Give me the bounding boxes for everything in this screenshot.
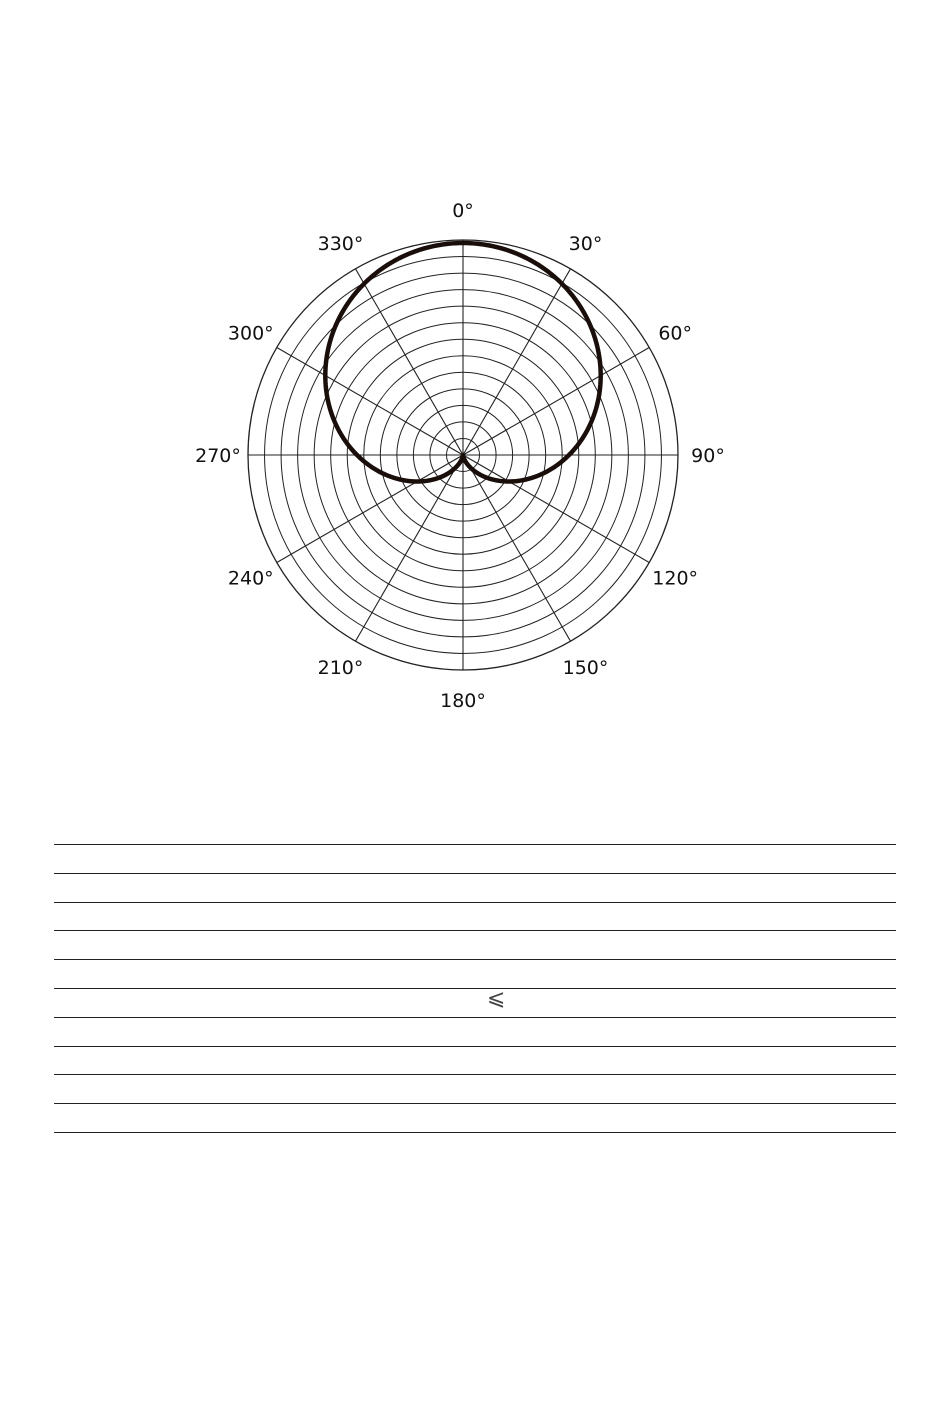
angle-label-120: 120° bbox=[652, 567, 699, 590]
table-rule-line bbox=[54, 1017, 896, 1018]
angle-label-300: 300° bbox=[227, 322, 274, 345]
table-rule-line bbox=[54, 873, 896, 874]
angle-label-180: 180° bbox=[440, 690, 486, 712]
less-than-or-equal-symbol: ⩽ bbox=[487, 986, 506, 1011]
angle-label-270: 270° bbox=[195, 445, 241, 467]
angle-label-210: 210° bbox=[317, 657, 364, 680]
table-rule-line bbox=[54, 959, 896, 960]
table-rule-line bbox=[54, 902, 896, 903]
table-rule-line bbox=[54, 930, 896, 931]
angle-label-30: 30° bbox=[568, 232, 603, 255]
angle-label-240: 240° bbox=[227, 567, 274, 590]
angle-label-0: 0° bbox=[452, 200, 474, 222]
angle-label-90: 90° bbox=[691, 445, 725, 467]
angle-label-60: 60° bbox=[658, 322, 693, 345]
table-rule-line bbox=[54, 1103, 896, 1104]
table-rule-line bbox=[54, 1132, 896, 1133]
angle-label-330: 330° bbox=[317, 232, 364, 255]
rule-table bbox=[54, 844, 896, 1133]
table-rule-line bbox=[54, 1046, 896, 1047]
angle-label-150: 150° bbox=[562, 657, 609, 680]
table-rule-line bbox=[54, 1074, 896, 1075]
table-rule-line bbox=[54, 844, 896, 845]
table-rule-line bbox=[54, 988, 896, 989]
